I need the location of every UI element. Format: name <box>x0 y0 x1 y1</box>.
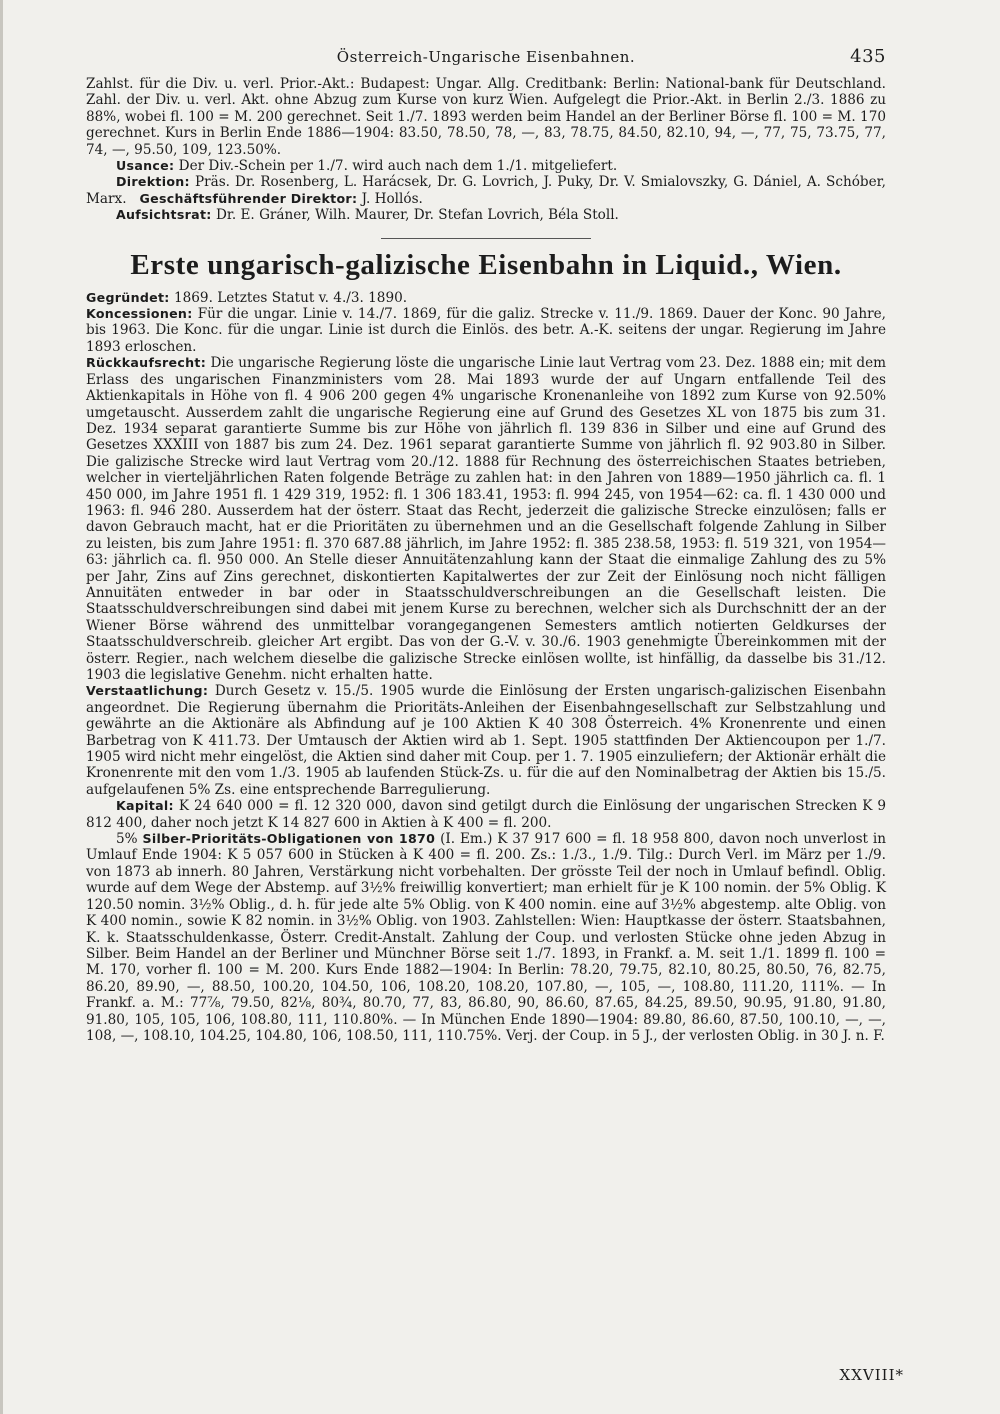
rueckkaufsrecht-label: Rückkaufsrecht: <box>86 355 207 371</box>
obligationen-text: (I. Em.) K 37 917 600 = fl. 18 958 800, davon noch unverlost in Umlauf Ende 1904: K 5 057 600 in Stücken à K 400 = fl. 200. Zs.: 1./3., 1./9. Tilg.: Durch Verl. im März per 1./9. von 1873 ab innerh. 80 Jahren, Verstärkung nicht vorbehalten. Der grösste Teil der noch in Umlauf befindl. Oblig. wurde auf dem Wege der Abstemp. auf 3½% freiwillig konvertiert; man erhielt für je K 100 nomin. der 5% Oblig. K 120.50 nomin. 3½% Oblig., d. h. für jede alte 5% Oblig. von K 400 nomin. eine auf 3½% abgestemp. alte Oblig. von K 400 nomin., sowie K 82 nomin. in 3½% Oblig. von 1903. Zahlstellen: Wien: Hauptkasse der österr. Staatsbahnen, K. k. Staatsschuldenkasse, Österr. Credit-Anstalt. Zahlung der Coup. und verlosten Stücke ohne jeden Abzug in Silber. Beim Handel an der Berliner und Münchner Börse seit 1./7. 1893, in Frankf. a. M. seit 1./1. 1899 fl. 100 = M. 170, vorher fl. 100 = M. 200. Kurs Ende 1882—1904: In Berlin: 78.20, 79.75, 82.10, 80.25, 80.50, 76, 82.75, 86.20, 89.90, —, 88.50, 100.20, 104.50, 106, 108.20, 108.20, 107.80, —, 105, —, 108.80, 111.20, 111%. — In Frankf. a. M.: 77⅞, 79.50, 82⅛, 80¾, 80.70, 77, 83, 86.80, 90, 86.60, 87.65, 84.25, 89.50, 90.95, 91.80, 91.80, 91.80, 105, 105, 106, 108.80, 111, 110.80%. — In München Ende 1890—1904: 89.80, 86.60, 87.50, 100.10, —, —, 108, —, 108.10, 104.25, 104.80, 106, 108.50, 111, 110.75%. Verj. der Coup. in 5 J., der verlosten Oblig. in 30 J. n. F. <box>86 831 887 1044</box>
usance-label: Usance: <box>116 158 175 174</box>
zahlstellen-paragraph: Zahlst. für die Div. u. verl. Prior.-Akt.: Budapest: Ungar. Allg. Creditbank: Berlin: National-bank für Deutschland. Zahl. der Div. u. verl. Akt. ohne Abzug zum Kurse von kurz Wien. Aufgelegt die Prior.-Akt. in Berlin 2./3. 1886 zu 88%, wobei fl. 100 = M. 200 gerechnet. Seit 1./7. 1893 werden beim Handel an der Berliner Börse fl. 100 = M. 170 gerechnet. Kurs in Berlin Ende 1886—1904: 83.50, 78.50, 78, —, 83, 78.75, 84.50, 82.10, 94, —, 77, 75, 73.75, 77, 74, —, 95.50, 109, 123.50%. <box>86 76 886 158</box>
geschaeftsfuehrer-label: Geschäftsführender Direktor: <box>139 190 358 206</box>
koncessionen-text: Für die ungar. Linie v. 14./7. 1869, für die galiz. Strecke v. 11./9. 1869. Dauer der Konc. 90 Jahre, bis 1963. Die Konc. für die ungar. Linie ist durch die Einlös. des betr. A.-K. seitens der ungar. Regierung im Jahre 1893 erloschen. <box>86 306 887 355</box>
obligationen-paragraph <box>86 831 886 1044</box>
rueckkaufsrecht-text: Die ungarische Regierung löste die ungarische Linie laut Vertrag vom 23. Dez. 1888 ein; mit dem Erlass des ungarischen Finanzministers vom 28. Mai 1893 wurde der auf Ungarn entfallende Teil des Aktienkapitals in Höhe von fl. 4 906 200 gegen 4% ungarische Kronenanleihe von 1892 zum Kurse von 92.50% umgetauscht. Ausserdem zahlt die ungarische Regierung eine auf Grund des Gesetzes XL von 1875 bis zum 31. Dez. 1934 separat garantierte Summe bis zur Höhe von jährlich fl. 139 836 in Silber und eine auf Grund des Gesetzes XXXIII von 1887 bis zum 24. Dez. 1961 separat garantierte Summe von jährlich fl. 92 903.80 in Silber. Die galizische Strecke wird laut Vertrag vom 20./12. 1888 für Rechnung des österreichischen Staates betrieben, welcher in vierteljährlichen Raten folgende Beträge zu zahlen hat: in den Jahren von 1889—1950 jährlich ca. fl. 1 450 000, im Jahre 1951 fl. 1 429 319, 1952: fl. 1 306 183.41, 1953: fl. 994 245, von 1954—62: ca. fl. 1 430 000 und 1963: fl. 946 280. Ausserdem hat der österr. Staat das Recht, jederzeit die galizische Strecke einzulösen; falls er davon Gebrauch macht, hat er die Prioritäten zu übernehmen und an die Gesellschaft folgende Zahlung in Silber zu leisten, bis zum Jahre 1951: fl. 370 687.88 jährlich, im Jahre 1952: fl. 385 238.58, 1953: fl. 519 321, von 1954—63: jährlich ca. fl. 950 000. An Stelle dieser Annuitätenzahlung kann der Staat die einmalige Zahlung des zu 5% per Jahr, Zins auf Zins gerechnet, diskontierten Kapitalwertes der zur Zeit der Einlösung noch nicht fälligen Annuitäten entweder in bar oder in Staatsschuldverschreibungen an die Gesellschaft leisten. Die Staatsschuldverschreibungen sind dabei mit jenem Kurse zu berechnen, welcher sich als Durchschnitt der an der Wiener Börse während des unmittelbar vorangegangenen Semesters amtlich notierten Geldkurses der Staatsschuldverschreib. gleicher Art ergibt. Das von der G.-V. v. 30./6. 1903 genehmigte Übereinkommen mit der österr. Regier., nach welchem dieselbe die galizische Strecke einlösen wollte, ist hinfällig, da dasselbe bis 31./12. 1903 die legislative Genehm. nicht erhalten hatte. <box>86 355 886 683</box>
section-divider <box>381 238 591 239</box>
kapital-paragraph <box>86 798 886 831</box>
usance-paragraph <box>86 158 886 174</box>
page-number: 435 <box>850 46 886 67</box>
usance-text: Der Div.-Schein per 1./7. wird auch nach dem 1./1. mitgeliefert. <box>178 158 618 175</box>
rueckkaufsrecht-paragraph <box>86 355 886 683</box>
direktion-label: Direktion: <box>116 174 190 190</box>
document-page <box>86 40 886 1044</box>
aufsichtsrat-label: Aufsichtsrat: <box>116 207 212 223</box>
koncessionen-label: Koncessionen: <box>86 306 193 322</box>
verstaatlichung-paragraph <box>86 683 886 798</box>
verstaatlichung-text: Durch Gesetz v. 15./5. 1905 wurde die Einlösung der Ersten ungarisch-galizischen Eisenbahn angeordnet. Die Regierung übernahm die Prioritäts-Anleihen der Eisenbahngesellschaft zur Selbstzahlung und gewährte an die Aktionäre als Abfindung auf je 100 Aktien K 40 308 Österreich. 4% Kronenrente und einen Barbetrag von K 411.73. Der Umtausch der Aktien wird ab 1. Sept. 1905 stattfinden Der Aktiencoupon per 1./7. 1905 wird nicht mehr eingelöst, die Aktien sind daher mit Coup. per 1. 7. 1905 einzuliefern; der Aktionär erhält die Kronenrente mit den vom 1./3. 1905 ab laufenden Stück-Zs. u. für die auf den Nominalbetrag der Aktien bis 15./5. aufgelaufenen 5% Zs. eine entsprechende Barregulierung. <box>86 683 887 798</box>
obligationen-label: Silber-Prioritäts-Obligationen von 1870 <box>142 831 436 847</box>
aufsichtsrat-text: Dr. E. Gráner, Wilh. Maurer, Dr. Stefan Lovrich, Béla Stoll. <box>215 207 619 224</box>
verstaatlichung-label: Verstaatlichung: <box>86 683 209 699</box>
page-left-edge <box>0 0 3 1414</box>
kapital-text: K 24 640 000 = fl. 12 320 000, davon sind getilgt durch die Einlösung der ungarischen Strecken K 9 812 400, daher noch jetzt K 14 827 600 in Aktien à K 400 = fl. 200. <box>86 798 887 831</box>
kapital-label: Kapital: <box>116 798 174 814</box>
company-title: Erste ungarisch-galizische Eisenbahn in Liquid., Wien. <box>130 248 842 281</box>
obligationen-rate: 5% <box>116 831 138 848</box>
running-head-title: Österreich-Ungarische Eisenbahnen. <box>336 48 636 66</box>
direktion-paragraph <box>86 174 886 207</box>
signature-mark: XXVIII* <box>839 1366 904 1384</box>
gegruendet-paragraph <box>86 290 886 306</box>
koncessionen-paragraph <box>86 306 886 355</box>
direktion-text: Präs. Dr. Rosenberg, L. Harácsek, Dr. G. Lovrich, J. Puky, Dr. V. Smialovszky, G. Dániel, A. Schóber, Marx. <box>86 174 886 207</box>
gegruendet-text: 1869. Letztes Statut v. 4./3. 1890. <box>173 289 408 306</box>
gegruendet-label: Gegründet: <box>86 289 170 305</box>
geschaeftsfuehrer-text: J. Hollós. <box>361 190 423 207</box>
aufsichtsrat-paragraph <box>86 207 886 223</box>
running-head <box>86 40 886 68</box>
